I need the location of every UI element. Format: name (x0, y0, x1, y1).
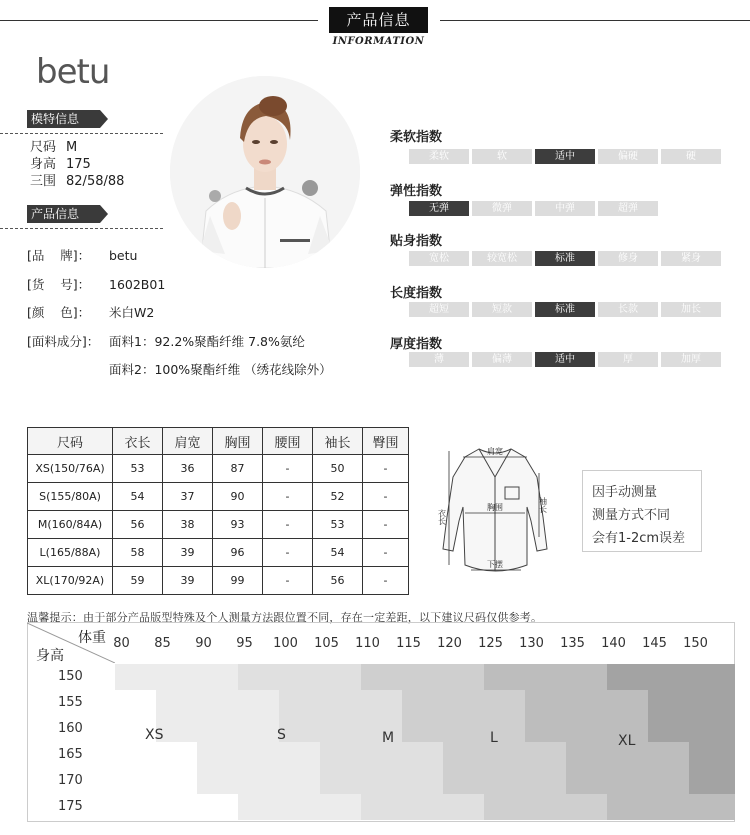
product-fabric-row-2 (27, 362, 332, 378)
size-zone-cell (238, 742, 279, 768)
index-option: 硬 (661, 149, 721, 164)
table-cell: XS(150/76A) (28, 455, 113, 483)
table-cell: - (363, 483, 409, 511)
size-zone-cell (361, 794, 402, 820)
index-option: 修身 (598, 251, 658, 266)
table-cell: - (263, 539, 313, 567)
size-zone-cell (238, 794, 279, 820)
table-cell: 50 (313, 455, 363, 483)
size-zone-label: S (277, 727, 286, 743)
index-title: 贴身指数 (390, 234, 443, 249)
size-zone-cell (320, 742, 361, 768)
product-brand-value: betu (109, 248, 138, 263)
table-cell: 58 (113, 539, 163, 567)
index-scale (409, 149, 721, 164)
index-option: 长款 (598, 302, 658, 317)
index-option: 厚 (598, 352, 658, 367)
garment-measure-diagram (435, 437, 555, 583)
size-zone-cell (156, 664, 197, 690)
size-zone-cell (648, 664, 689, 690)
size-zone-cell (402, 794, 443, 820)
weight-label: 80 (113, 636, 130, 651)
index-option: 中弹 (535, 201, 595, 216)
size-zone-cell (525, 690, 566, 716)
table-cell: - (263, 455, 313, 483)
index-option: 紧身 (661, 251, 721, 266)
size-zone-cell (607, 664, 648, 690)
index-option: 超短 (409, 302, 469, 317)
table-cell: - (263, 567, 313, 595)
header-length: 衣长 (113, 428, 163, 455)
index-option: 微弹 (472, 201, 532, 216)
table-cell: 54 (313, 539, 363, 567)
diagram-sleeve-label: 袖长 (538, 497, 548, 513)
size-zone-cell (279, 690, 320, 716)
brand-logo: betu (36, 52, 110, 92)
size-zone-cell (402, 742, 443, 768)
weight-label: 110 (355, 636, 380, 651)
size-zone-cell (566, 768, 607, 794)
weight-label: 130 (519, 636, 544, 651)
model-info-tag: 模特信息 (27, 110, 100, 128)
height-label: 155 (58, 695, 83, 710)
model-height-label: 身高 (30, 157, 57, 172)
table-cell: 37 (163, 483, 213, 511)
size-table (27, 427, 409, 595)
height-label: 170 (58, 773, 83, 788)
table-cell: 38 (163, 511, 213, 539)
index-option-selected: 适中 (535, 149, 595, 164)
table-row (28, 511, 409, 539)
size-zone-cell (320, 690, 361, 716)
model-photo (170, 76, 360, 268)
header-hip: 臀围 (363, 428, 409, 455)
index-option: 超弹 (598, 201, 658, 216)
model-height-row (30, 157, 91, 173)
size-zone-cell (525, 742, 566, 768)
size-zone-cell (689, 664, 735, 690)
index-option: 较宽松 (472, 251, 532, 266)
table-cell: 87 (213, 455, 263, 483)
header-rule-left (0, 20, 318, 21)
size-zone-cell (648, 794, 689, 820)
size-zone-cell (648, 742, 689, 768)
size-zone-cell (443, 768, 484, 794)
index-title: 柔软指数 (390, 130, 443, 145)
header-rule-right (440, 20, 750, 21)
size-zone-cell (402, 664, 443, 690)
size-zone-cell (648, 768, 689, 794)
model-size-value: M (66, 140, 78, 155)
index-title: 长度指数 (390, 286, 443, 301)
table-cell: 39 (163, 539, 213, 567)
size-zone-cell (279, 768, 320, 794)
index-option: 薄 (409, 352, 469, 367)
size-zone-cell (607, 794, 648, 820)
size-zone-cell (238, 664, 279, 690)
size-zone-label: L (490, 730, 498, 746)
size-zone-cell (197, 742, 238, 768)
size-zone-label: M (382, 730, 395, 746)
product-fabric-value-2: 面料2：100%聚酯纤维 （绣花线除外） (109, 362, 332, 377)
model-size-row (30, 140, 77, 156)
size-zone-cell (320, 716, 361, 742)
weight-label: 95 (236, 636, 253, 651)
index-option: 偏硬 (598, 149, 658, 164)
model-info-divider (0, 133, 163, 134)
weight-axis-title: 体重 (78, 630, 106, 646)
size-zone-cell (607, 768, 648, 794)
index-option-selected: 适中 (535, 352, 595, 367)
table-cell: 54 (113, 483, 163, 511)
product-color-label: [颜 色]： (27, 305, 91, 320)
size-zone-cell (238, 690, 279, 716)
index-option: 加长 (661, 302, 721, 317)
weight-label: 150 (683, 636, 708, 651)
size-zone-cell (607, 690, 648, 716)
index-title: 厚度指数 (390, 337, 443, 352)
size-zone-cell (648, 716, 689, 742)
size-zone-cell (443, 690, 484, 716)
header-waist: 腰围 (263, 428, 313, 455)
index-option: 偏薄 (472, 352, 532, 367)
weight-label: 140 (601, 636, 626, 651)
table-cell: M(160/84A) (28, 511, 113, 539)
header-sleeve: 袖长 (313, 428, 363, 455)
header-size: 尺码 (28, 428, 113, 455)
size-zone-cell (402, 690, 443, 716)
measure-note-line-1: 因手动测量 (592, 485, 658, 500)
header-shoulder: 肩宽 (163, 428, 213, 455)
index-option-selected: 标准 (535, 251, 595, 266)
index-scale (409, 302, 721, 317)
size-zone-cell (566, 690, 607, 716)
size-zone-label: XS (145, 727, 164, 743)
model-size-label: 尺码 (30, 140, 57, 155)
size-zone-cell (484, 768, 525, 794)
table-cell: 39 (163, 567, 213, 595)
table-cell: - (363, 539, 409, 567)
model-measurements-label: 三围 (30, 174, 57, 189)
size-zone-cell (566, 716, 607, 742)
height-label: 150 (58, 669, 83, 684)
size-zone-cell (525, 794, 566, 820)
size-zone-cell (361, 768, 402, 794)
size-zone-cell (197, 768, 238, 794)
product-sku-row (27, 277, 165, 293)
size-zone-cell (279, 742, 320, 768)
measure-note-line-3: 会有1-2cm误差 (592, 531, 686, 546)
table-cell: - (263, 483, 313, 511)
size-zone-cell (115, 664, 156, 690)
weight-label: 105 (314, 636, 339, 651)
product-info-tag-arrow (100, 205, 108, 223)
index-title: 弹性指数 (390, 184, 443, 199)
table-row (28, 567, 409, 595)
size-zone-cell (484, 690, 525, 716)
table-cell: 99 (213, 567, 263, 595)
size-zone-cell (689, 716, 735, 742)
size-zone-cell (525, 664, 566, 690)
product-color-value: 米白W2 (109, 305, 155, 320)
weight-label: 115 (396, 636, 421, 651)
size-zone-cell (689, 768, 735, 794)
table-cell: 59 (113, 567, 163, 595)
size-zone-cell (566, 742, 607, 768)
index-option-selected: 无弹 (409, 201, 469, 216)
index-scale (409, 201, 658, 216)
index-option: 柔软 (409, 149, 469, 164)
weight-label: 120 (437, 636, 462, 651)
measure-note-line-2: 测量方式不同 (592, 508, 671, 523)
index-scale (409, 352, 721, 367)
size-zone-cell (689, 742, 735, 768)
model-info-tag-arrow (100, 110, 108, 128)
index-option: 短款 (472, 302, 532, 317)
size-zone-cell (197, 664, 238, 690)
model-height-value: 175 (66, 157, 91, 172)
weight-label: 100 (273, 636, 298, 651)
size-zone-cell (197, 690, 238, 716)
table-cell: 53 (313, 511, 363, 539)
table-cell: 56 (313, 567, 363, 595)
height-label: 160 (58, 721, 83, 736)
size-zone-cell (320, 768, 361, 794)
product-sku-label: [货 号]： (27, 277, 91, 292)
size-zone-cell (689, 794, 735, 820)
size-zone-label: XL (618, 733, 636, 749)
size-zone-cell (566, 794, 607, 820)
model-measurements-row (30, 174, 124, 190)
table-cell: 93 (213, 511, 263, 539)
product-info-tag: 产品信息 (27, 205, 100, 223)
size-zone-cell (156, 690, 197, 716)
table-cell: 52 (313, 483, 363, 511)
diagram-shoulder-label: 肩宽 (487, 447, 503, 456)
size-zone-cell (402, 716, 443, 742)
index-scale (409, 251, 721, 266)
index-option: 宽松 (409, 251, 469, 266)
product-info-divider (0, 228, 163, 229)
size-zone-cell (484, 794, 525, 820)
table-row (28, 483, 409, 511)
size-table-header (28, 428, 409, 455)
size-zone-cell (484, 664, 525, 690)
table-cell: 96 (213, 539, 263, 567)
size-zone-cell (320, 794, 361, 820)
product-fabric-label: [面料成分]： (27, 334, 100, 349)
weight-label: 135 (560, 636, 585, 651)
size-zone-cell (361, 664, 402, 690)
product-brand-label: [品 牌]： (27, 248, 91, 263)
product-color-row (27, 305, 154, 321)
size-zone-cell (443, 742, 484, 768)
size-zone-cell (197, 716, 238, 742)
size-zone-cell (525, 716, 566, 742)
diagram-hem-label: 下摆 (487, 560, 503, 569)
table-cell: XL(170/92A) (28, 567, 113, 595)
weight-label: 145 (642, 636, 667, 651)
table-cell: - (263, 511, 313, 539)
table-cell: S(155/80A) (28, 483, 113, 511)
table-row (28, 539, 409, 567)
product-brand-row (27, 248, 137, 264)
size-zone-cell (238, 716, 279, 742)
index-option: 加厚 (661, 352, 721, 367)
size-zone-cell (648, 690, 689, 716)
height-axis-title: 身高 (36, 648, 64, 664)
header-chest: 胸围 (213, 428, 263, 455)
model-measurements-value: 82/58/88 (66, 174, 125, 189)
index-option: 软 (472, 149, 532, 164)
table-row (28, 455, 409, 483)
size-zone-cell (443, 716, 484, 742)
size-zone-cell (361, 690, 402, 716)
product-fabric-value: 面料1：92.2%聚酯纤维 7.8%氨纶 (109, 334, 305, 349)
size-zone-cell (279, 794, 320, 820)
size-zone-cell (402, 768, 443, 794)
section-subtitle: INFORMATION (332, 36, 425, 47)
table-cell: 90 (213, 483, 263, 511)
size-zone-cell (566, 664, 607, 690)
size-zone-cell (279, 664, 320, 690)
size-tip: 温馨提示：由于部分产品版型特殊及个人测量方法跟位置不同，存在一定差距，以下建议尺码仅供参考。 (27, 611, 543, 624)
model-photo-illustration (170, 76, 360, 268)
product-sku-value: 1602B01 (109, 277, 166, 292)
weight-label: 125 (478, 636, 503, 651)
table-cell: 56 (113, 511, 163, 539)
table-cell: L(165/88A) (28, 539, 113, 567)
table-cell: - (363, 567, 409, 595)
weight-label: 90 (195, 636, 212, 651)
table-cell: 53 (113, 455, 163, 483)
index-option-selected: 标准 (535, 302, 595, 317)
size-zone-cell (238, 768, 279, 794)
diagram-length-label: 衣长 (437, 509, 447, 525)
table-cell: - (363, 511, 409, 539)
table-cell: - (363, 455, 409, 483)
size-zone-cell (320, 664, 361, 690)
product-fabric-row (27, 334, 305, 350)
size-zone-cell (443, 794, 484, 820)
height-label: 175 (58, 799, 83, 814)
size-zone-cell (443, 664, 484, 690)
table-cell: 36 (163, 455, 213, 483)
weight-label: 85 (154, 636, 171, 651)
size-zone-cell (525, 768, 566, 794)
size-zone-cell (689, 690, 735, 716)
height-label: 165 (58, 747, 83, 762)
section-title: 产品信息 (329, 7, 428, 33)
diagram-chest-label: 胸围 (487, 503, 503, 512)
